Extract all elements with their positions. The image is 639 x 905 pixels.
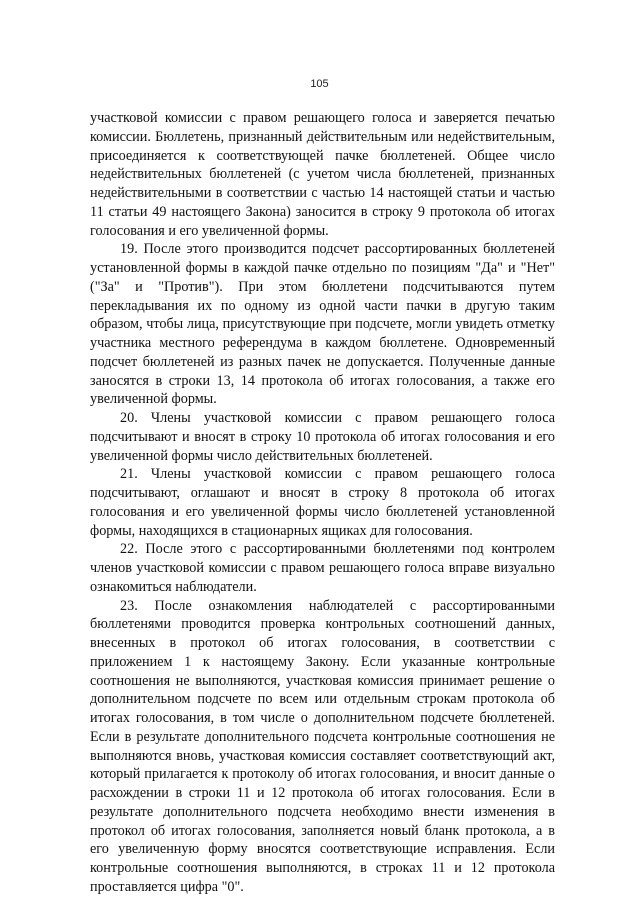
document-body [90,109,555,897]
paragraph-22: 22. После этого с рассортированными бюллетенями под контролем членов участковой комиссии с правом решающего голоса вправе визуально ознакомиться наблюдатели. [90,541,555,595]
paragraph-continuation: участковой комиссии с правом решающего голоса и заверяется печатью комиссии. Бюллетень, признанный действительным или недействительным, присоединяется к соответствующей пачке бюллетеней. Общее число недействительных бюллетеней (с учетом числа бюллетеней, признанных недействительными в соответствии с частью 14 настоящей статьи и частью 11 статьи 49 настоящего Закона) заносится в строку 9 протокола об итогах голосования и его увеличенной формы. [90,110,555,239]
page-number: 105 [310,78,329,90]
paragraph-19: 19. После этого производится подсчет рассортированных бюллетеней установленной формы в каждой пачке отдельно по позициям "Да" и "Нет" ("За" и "Против"). При этом бюллетени подсчитываются путем перекладывания их по одному из одной части пачки в другую таким образом, чтобы лица, присутствующие при подсчете, могли увидеть отметку участника местного референдума в каждом бюллетене. Одновременный подсчет бюллетеней из разных пачек не допускается. Полученные данные заносятся в строки 13, 14 протокола об итогах голосования, а также его увеличенной формы. [90,241,555,408]
paragraph-20: 20. Члены участковой комиссии с правом решающего голоса подсчитывают и вносят в строку 10 протокола об итогах голосования и его увеличенной формы число действительных бюллетеней. [90,410,555,464]
paragraph-21: 21. Члены участковой комиссии с правом решающего голоса подсчитывают, оглашают и вносят в строку 8 протокола об итогах голосования и его увеличенной формы число бюллетеней установленной формы, находящихся в стационарных ящиках для голосования. [90,466,555,539]
paragraph-23: 23. После ознакомления наблюдателей с рассортированными бюллетенями проводится проверка контрольных соотношений данных, внесенных в протокол об итогах голосования, в соответствии с приложением 1 к настоящему Закону. Если указанные контрольные соотношения не выполняются, участковая комиссия принимает решение о дополнительном подсчете по всем или отдельным строкам протокола об итогах голосования, в том числе о дополнительном подсчете бюллетеней. Если в результате дополнительного подсчета контрольные соотношения не выполняются вновь, участковая комиссия составляет соответствующий акт, который прилагается к протоколу об итогах голосования, и вносит данные о расхождении в строки 11 и 12 протокола об итогах голосования. Если в результате дополнительного подсчета необходимо внести изменения в протокол об итогах голосования, заполняется новый бланк протокола, а в его увеличенную форму вносятся соответствующие исправления. Если контрольные соотношения выполняются, в строках 11 и 12 протокола проставляется цифра "0". [90,597,555,895]
